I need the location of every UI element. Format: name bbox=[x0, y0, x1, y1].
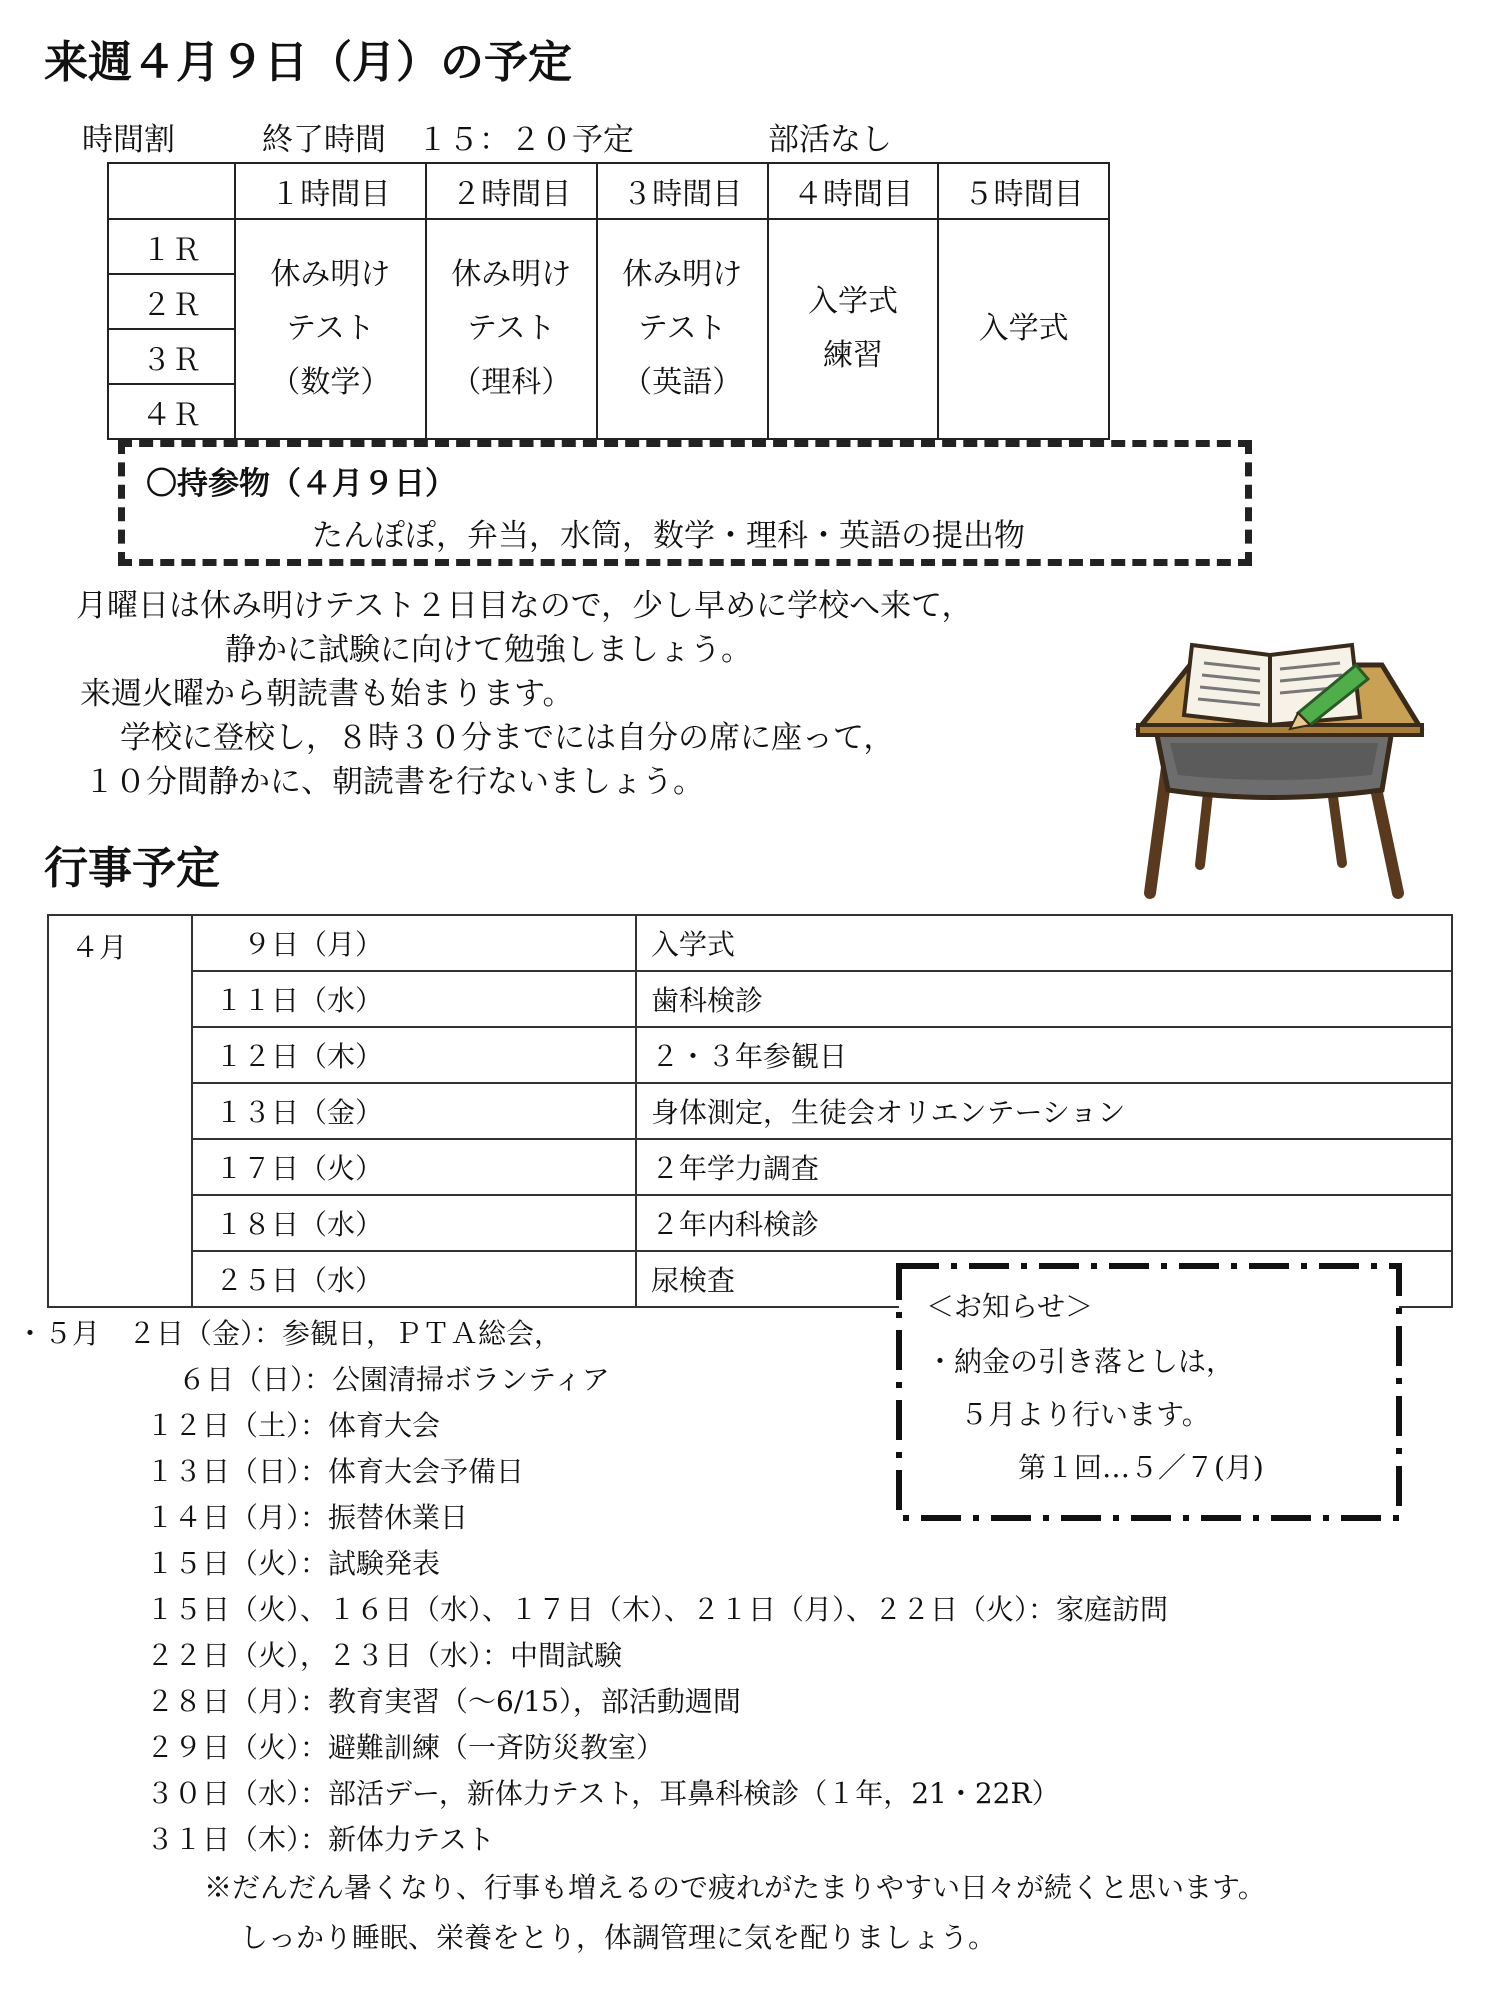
room-label: ２Ｒ bbox=[108, 274, 235, 329]
notice-line: 第１回…５／７(月) bbox=[1018, 1451, 1264, 1484]
may-event: ・５月 ２日（金）：参観日，ＰＴＡ総会， bbox=[16, 1317, 563, 1350]
period-header: ３時間目 bbox=[597, 163, 768, 219]
table-row bbox=[48, 1195, 1452, 1251]
room-label: ３Ｒ bbox=[108, 329, 235, 384]
may-event: ６日（日）：公園清掃ボランティア bbox=[178, 1363, 610, 1396]
period-header: １時間目 bbox=[235, 163, 426, 219]
subject-cell: 休み明け テスト （理科） bbox=[426, 219, 597, 439]
timetable-corner bbox=[108, 163, 235, 219]
date-cell: １１日（水） bbox=[192, 971, 636, 1027]
timetable bbox=[107, 162, 1110, 440]
date-cell: １３日（金） bbox=[192, 1083, 636, 1139]
date-cell: １２日（木） bbox=[192, 1027, 636, 1083]
may-event: ２９日（火）：避難訓練（一斉防災教室） bbox=[146, 1731, 665, 1764]
room-label: ４Ｒ bbox=[108, 384, 235, 439]
date-cell: ２５日（水） bbox=[192, 1251, 636, 1307]
items-heading: 〇持参物（４月９日） bbox=[146, 466, 456, 502]
may-event: １２日（土）：体育大会 bbox=[146, 1409, 441, 1442]
notice-title: ＜お知らせ＞ bbox=[926, 1290, 1094, 1323]
note-line: 学校に登校し，８時３０分までには自分の席に座って， bbox=[120, 720, 895, 756]
notice-line: ・納金の引き落としは， bbox=[926, 1345, 1235, 1378]
event-cell: ２・３年参観日 bbox=[636, 1027, 1452, 1083]
date-cell: １８日（水） bbox=[192, 1195, 636, 1251]
items-list: たんぽぽ，弁当，水筒，数学・理科・英語の提出物 bbox=[312, 518, 1025, 554]
end-time: 終了時間 １５：２０予定 bbox=[262, 122, 634, 158]
club-status: 部活なし bbox=[768, 122, 892, 158]
may-event: ２８日（月）：教育実習（〜6/15），部活動週間 bbox=[146, 1685, 741, 1718]
event-cell: 入学式 bbox=[636, 915, 1452, 971]
period-header: ５時間目 bbox=[938, 163, 1109, 219]
may-event: ３０日（水）：部活デー，新体力テスト，耳鼻科検診（１年，21・22R） bbox=[146, 1777, 1060, 1810]
event-cell: 身体測定，生徒会オリエンテーション bbox=[636, 1083, 1452, 1139]
note-line: 来週火曜から朝読書も始まります。 bbox=[80, 676, 574, 712]
may-event: ３１日（木）：新体力テスト bbox=[146, 1823, 495, 1856]
date-cell: ９日（月） bbox=[192, 915, 636, 971]
events-heading: 行事予定 bbox=[44, 843, 220, 894]
may-event: １３日（日）：体育大会予備日 bbox=[146, 1455, 525, 1488]
table-row bbox=[48, 1083, 1452, 1139]
subject-cell: 休み明け テスト （数学） bbox=[235, 219, 426, 439]
may-event: １４日（月）：振替休業日 bbox=[146, 1501, 469, 1534]
date-cell: １７日（火） bbox=[192, 1139, 636, 1195]
timetable-label: 時間割 bbox=[82, 122, 175, 158]
note-line: 月曜日は休み明けテスト２日目なので，少し早めに学校へ来て， bbox=[76, 588, 973, 624]
subject-cell: 入学式 bbox=[938, 219, 1109, 439]
note-line: 静かに試験に向けて勉強しましょう。 bbox=[225, 632, 752, 668]
month-cell: ４月 bbox=[48, 915, 192, 1307]
notice-line: ５月より行います。 bbox=[960, 1398, 1210, 1431]
room-label: １Ｒ bbox=[108, 219, 235, 274]
subject-cell: 入学式 練習 bbox=[768, 219, 939, 439]
table-row bbox=[48, 1027, 1452, 1083]
desk-book-illustration bbox=[1120, 625, 1440, 900]
table-row bbox=[48, 971, 1452, 1027]
event-cell: 歯科検診 bbox=[636, 971, 1452, 1027]
table-row bbox=[48, 1139, 1452, 1195]
note-line: １０分間静かに、朝読書を行ないましょう。 bbox=[84, 764, 704, 800]
subject-cell: 休み明け テスト （英語） bbox=[597, 219, 768, 439]
period-header: ４時間目 bbox=[768, 163, 939, 219]
closing-line: しっかり睡眠、栄養をとり，体調管理に気を配りましょう。 bbox=[240, 1921, 997, 1954]
event-cell: 尿検査 bbox=[636, 1251, 1452, 1307]
event-cell: ２年内科検診 bbox=[636, 1195, 1452, 1251]
page-title: 来週４月９日（月）の予定 bbox=[44, 37, 572, 88]
may-event: １５日（火）：試験発表 bbox=[146, 1547, 441, 1580]
may-event: １５日（火）、１６日（水）、１７日（木）、２１日（月）、２２日（火）：家庭訪問 bbox=[146, 1593, 1169, 1626]
table-row bbox=[48, 915, 1452, 971]
closing-line: ※だんだん暑くなり、行事も増えるので疲れがたまりやすい日々が続くと思います。 bbox=[204, 1871, 1266, 1904]
period-header: ２時間目 bbox=[426, 163, 597, 219]
may-event: ２２日（火），２３日（水）：中間試験 bbox=[146, 1639, 623, 1672]
events-table bbox=[47, 914, 1453, 1308]
event-cell: ２年学力調査 bbox=[636, 1139, 1452, 1195]
